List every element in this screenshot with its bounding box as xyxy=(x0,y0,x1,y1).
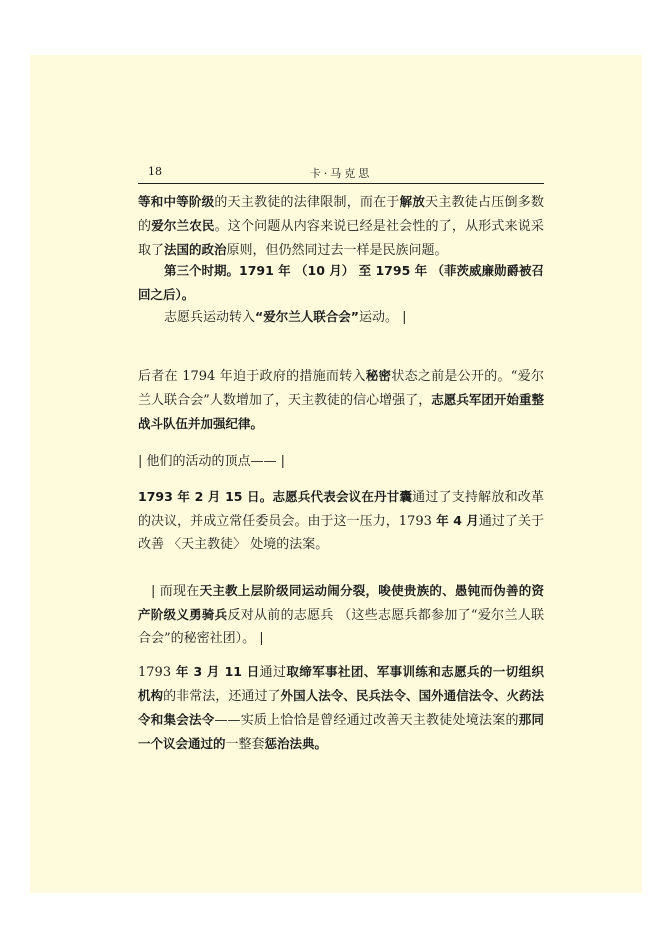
p6-bold-1: 1793 年 2 月 15 日。志愿兵代表会议在丹甘囊 xyxy=(138,489,413,504)
page-number: 18 xyxy=(148,165,162,178)
p8-text-2: 通过 xyxy=(259,665,287,680)
paragraph-2 xyxy=(138,259,544,307)
p8-bold-5: 惩治法典。 xyxy=(264,736,328,751)
p7-text-1: | 而现在 xyxy=(151,584,200,599)
p8-text-3: 的非常法，还通过了 xyxy=(163,689,281,704)
running-title: 卡·马克思 xyxy=(309,167,373,180)
p8-bold-2: 取缔军事社团、军事训练和志愿兵的一切组织机构 xyxy=(138,664,544,703)
p1-text-1: 的天主教徒的法律限制，而在于 xyxy=(214,195,400,210)
p6-text-2: 通过了关于改善 〈天主教徒〉 处境的法案。 xyxy=(138,514,544,552)
paragraph-4 xyxy=(138,364,544,436)
p1-bold-1: 等和中等阶级 xyxy=(138,194,215,209)
p1-text-3: 。这个问题从内容来说已经是社会性的了，从形式来说采取了 xyxy=(138,219,544,258)
paragraph-1 xyxy=(138,190,544,262)
p4-text-1: 后者在 1794 年迫于政府的措施而转入 xyxy=(138,369,366,384)
p8-bold-3: 外国人法令、民兵法令、国外通信法令、火药法令和集会法令 xyxy=(138,688,544,727)
paragraph-6 xyxy=(138,485,544,556)
p3-text-2: 运动。 | xyxy=(358,310,407,325)
p4-bold-1: 秘密 xyxy=(365,368,392,383)
p7-bold: 天主教上层阶级同运动闹分裂，唆使贵族的、愚钝而伪善的资产阶级义勇骑兵 xyxy=(138,583,544,622)
p5-text: | 他们的活动的顶点—— | xyxy=(138,454,286,469)
p6-bold-2: 年 4 月 xyxy=(431,513,479,528)
p3-text-1: 志愿兵运动转入 xyxy=(164,310,256,325)
p8-text-4: ——实质上恰恰是曾经通过改善天主教徒处境法案的 xyxy=(214,713,519,728)
p8-text-1: 1793 xyxy=(138,665,172,680)
p4-text-2: 状态之前是公开的。“爱尔兰人联合会”人数增加了，天主教徒的信心增强了， xyxy=(138,369,544,408)
p1-bold-4: 法国的政治 xyxy=(164,242,227,257)
p1-bold-3: 爱尔兰农民 xyxy=(151,218,215,233)
paragraph-7 xyxy=(138,579,544,650)
p6-text-1: 通过了支持解放和改革的决议，并成立常任委员会。由于这一压力，1793 xyxy=(138,490,544,529)
p7-text-3: | xyxy=(255,631,264,646)
p8-bold-4: 那同一个议会通过的 xyxy=(138,712,544,751)
paragraph-3 xyxy=(138,305,544,329)
paragraph-8 xyxy=(138,660,544,756)
p2-bold: 第三个时期。1791 年 （10 月） 至 1795 年 （菲茨威廉勋爵被召回之后）。 xyxy=(138,263,544,302)
p3-bold: “爱尔兰人联合会” xyxy=(255,309,359,324)
paragraph-5 xyxy=(138,450,544,473)
running-header xyxy=(138,165,544,184)
p8-bold-1: 年 3 月 11 日 xyxy=(171,664,260,679)
p1-bold-2: 解放 xyxy=(399,194,426,209)
p4-bold-2: 志愿兵军团开始重整战斗队伍并加强纪律。 xyxy=(138,392,544,431)
p8-text-5: 一整套 xyxy=(225,737,265,752)
p1-text-4: 原则，但仍然同过去一样是民族问题。 xyxy=(226,243,448,258)
p7-text-2: 反对从前的志愿兵 （这些志愿兵都参加了“爱尔兰人联合会”的秘密社团）。 xyxy=(138,608,544,646)
p1-text-2: 天主教徒占压倒多数的 xyxy=(138,195,544,234)
